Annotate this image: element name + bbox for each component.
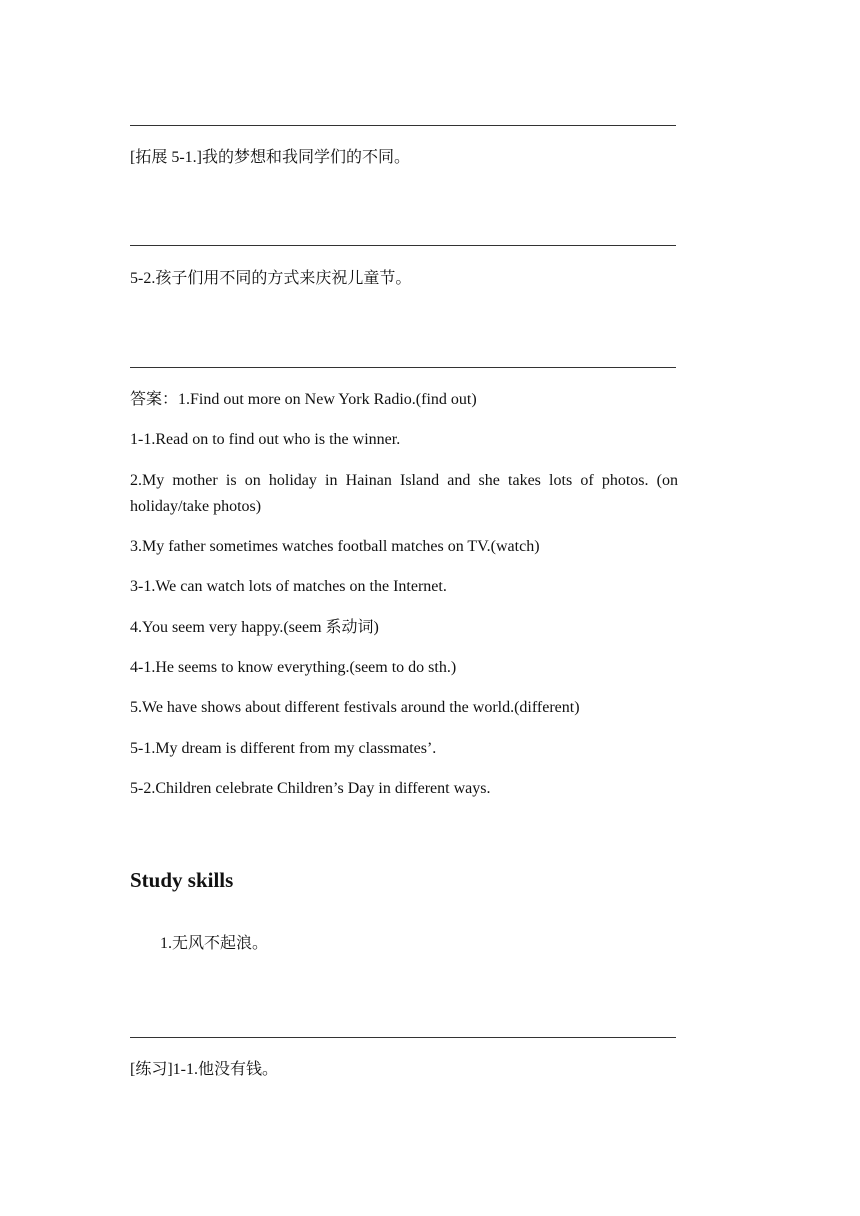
answer-5: 5.We have shows about different festivals around the world.(different) bbox=[130, 699, 580, 716]
answer-line bbox=[130, 367, 676, 368]
exercise-ext-5-1: [拓展 5-1.]我的梦想和我同学们的不同。 bbox=[130, 149, 410, 166]
answer-2: 2.My mother is on holiday in Hainan Island and she takes lots of photos. (on holiday/take photos) bbox=[130, 472, 678, 515]
answer-1-1: 1-1.Read on to find out who is the winner. bbox=[130, 431, 401, 448]
answer-5-1: 5-1.My dream is different from my classmates’. bbox=[130, 740, 437, 757]
exercise-ext-5-2: 5-2.孩子们用不同的方式来庆祝儿童节。 bbox=[130, 270, 412, 287]
answer-3: 3.My father sometimes watches football matches on TV.(watch) bbox=[130, 538, 540, 555]
answer-4: 4.You seem very happy.(seem 系动词) bbox=[130, 619, 379, 636]
answer-1: 答案：1.Find out more on New York Radio.(find out) bbox=[130, 391, 477, 408]
section-heading: Study skills bbox=[130, 868, 234, 892]
answer-5-2: 5-2.Children celebrate Children’s Day in different ways. bbox=[130, 780, 491, 797]
answer-3-1: 3-1.We can watch lots of matches on the Internet. bbox=[130, 578, 447, 595]
practice-1-1: [练习]1-1.他没有钱。 bbox=[130, 1061, 278, 1078]
answer-line bbox=[130, 125, 676, 126]
study-item-1: 1.无风不起浪。 bbox=[160, 935, 269, 952]
answer-line bbox=[130, 1037, 676, 1038]
answer-4-1: 4-1.He seems to know everything.(seem to do sth.) bbox=[130, 659, 457, 676]
answer-line bbox=[130, 245, 676, 246]
